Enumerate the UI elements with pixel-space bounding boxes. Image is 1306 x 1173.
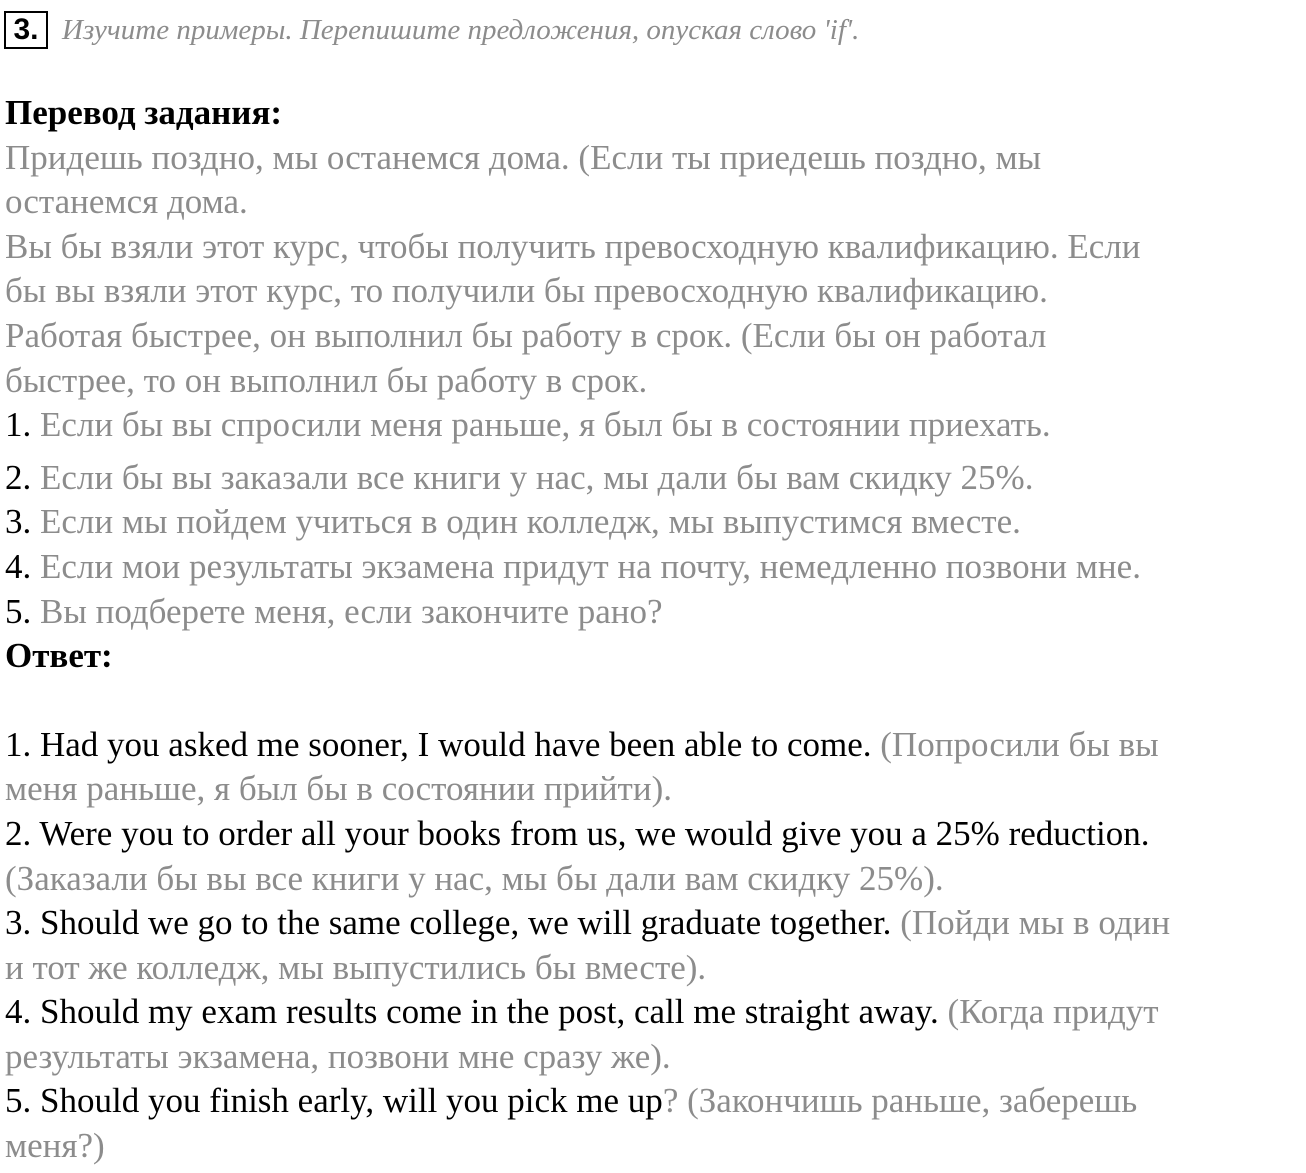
translation-line: останемся дома. [5, 182, 248, 222]
translation-heading: Перевод задания: [5, 93, 283, 132]
answer-item [5, 812, 1305, 901]
task-number: 5. [5, 591, 32, 631]
task-list [5, 403, 1305, 634]
answer-english: 4. Should my exam results come in the post, call me straight away. [5, 992, 939, 1032]
answer-item [5, 901, 1305, 990]
exercise-number-box: 3. [4, 11, 48, 49]
answer-russian-continued: (Заказали бы вы все книги у нас, мы бы дали вам скидку 25%). [5, 858, 944, 898]
answer-english: 5. Should you finish early, will you pick me up [5, 1081, 663, 1121]
document-body [5, 91, 1305, 1169]
task-text: Если бы вы спросили меня раньше, я был бы в состоянии приехать. [31, 405, 1051, 445]
translation-line: бы вы взяли этот курс, то получили бы превосходную квалификацию. [5, 271, 1048, 311]
answer-list [5, 723, 1305, 1169]
answer-item [5, 723, 1305, 812]
answer-item [5, 1079, 1305, 1168]
exercise-header [4, 10, 859, 50]
task-item [5, 500, 1305, 545]
answer-russian: (Когда придут [938, 992, 1159, 1032]
task-number: 2. [5, 457, 32, 497]
task-text: Вы подберете меня, если закончите рано? [31, 591, 663, 631]
task-item [5, 456, 1305, 501]
answer-russian-continued: меня раньше, я был бы в состоянии прийти). [5, 769, 672, 809]
answer-english: 3. Should we go to the same college, we will graduate together. [5, 903, 892, 943]
answer-english: 1. Had you asked me sooner, I would have been able to come. [5, 724, 872, 764]
answer-russian-continued: и тот же колледж, мы выпустились бы вместе). [5, 947, 707, 987]
task-item [5, 590, 1305, 635]
task-text: Если мои результаты экзамена придут на почту, немедленно позвони мне. [31, 546, 1141, 586]
task-number: 3. [5, 502, 32, 542]
answer-russian-continued: результаты экзамена, позвони мне сразу же). [5, 1036, 671, 1076]
task-item [5, 545, 1305, 590]
answer-russian: (Попросили бы вы [871, 724, 1159, 764]
task-number: 1. [5, 405, 32, 445]
answer-item [5, 990, 1305, 1079]
answer-russian: (Пойди мы в один [891, 903, 1171, 943]
answer-russian: ? (Закончишь раньше, заберешь [662, 1081, 1138, 1121]
translation-line: Придешь поздно, мы останемся дома. (Если ты приедешь поздно, мы [5, 137, 1042, 177]
answer-russian-continued: меня?) [5, 1126, 105, 1166]
translation-line: быстрее, то он выполнил бы работу в срок. [5, 360, 648, 400]
answer-english: 2. Were you to order all your books from us, we would give you a 25% reduction. [5, 813, 1150, 853]
task-text: Если мы пойдем учиться в один колледж, мы выпустимся вместе. [31, 502, 1021, 542]
translation-line: Работая быстрее, он выполнил бы работу в срок. (Если бы он работал [5, 315, 1047, 355]
answer-heading: Ответ: [5, 636, 113, 676]
task-text: Если бы вы заказали все книги у нас, мы дали бы вам скидку 25%. [31, 457, 1034, 497]
task-item [5, 403, 1305, 448]
translation-line: Вы бы взяли этот курс, чтобы получить превосходную квалификацию. Если [5, 226, 1141, 266]
task-number: 4. [5, 546, 32, 586]
exercise-instruction: Изучите примеры. Перепишите предложения, опуская слово 'if'. [62, 13, 860, 46]
